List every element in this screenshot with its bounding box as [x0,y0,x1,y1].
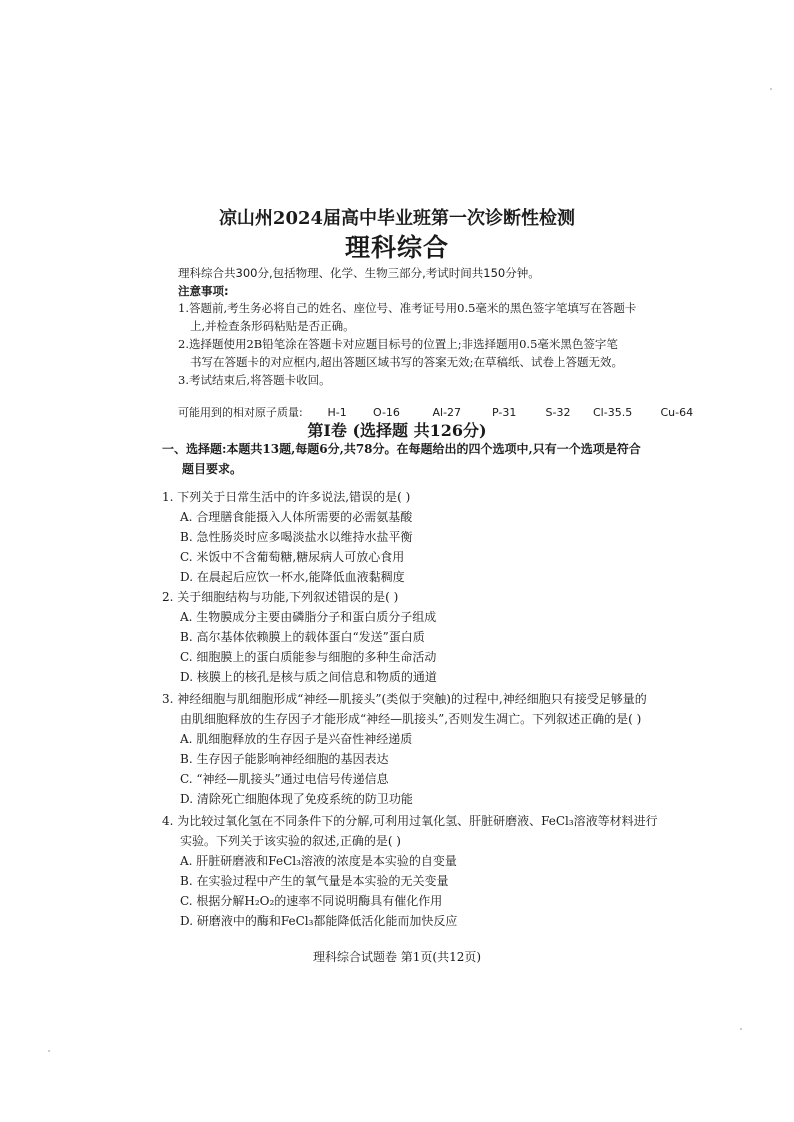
question-stem: 实验。下列关于该实验的叙述,正确的是( ) [180,834,401,848]
question-option: D. 研磨液中的酶和FeCl₃都能降低活化能而加快反应 [180,914,458,928]
note-line: 1.答题前,考生务必将自己的姓名、座位号、准考证号用0.5毫米的黑色签字笔填写在答题卡 [178,301,637,315]
scan-speck [48,1050,50,1052]
atomic-mass-value: Cl-35.5 [593,406,633,419]
question-option: C. 米饭中不含葡萄糖,糖尿病人可放心食用 [180,550,405,564]
note-line: 书写在答题卡的对应框内,超出答题区域书写的答案无效;在草稿纸、试卷上答题无效。 [190,355,624,369]
question-option: D. 核膜上的核孔是核与质之间信息和物质的通道 [180,670,437,684]
note-line: 上,并检查条形码粘贴是否正确。 [190,319,355,333]
question-option: B. 在实验过程中产生的氧气量是本实验的无关变量 [180,874,449,888]
note-line: 2.选择题使用2B铅笔涂在答题卡对应题目标号的位置上;非选择题用0.5毫米黑色签字笔 [178,337,618,351]
page-footer: 理科综合试题卷 第1页(共12页) [312,950,482,964]
question-option: A. 肌细胞释放的生存因子是兴奋性神经递质 [180,732,413,746]
question-option: D. 在晨起后应饮一杯水,能降低血液黏稠度 [180,570,405,584]
atomic-mass-label: 可能用到的相对原子质量: [178,406,303,419]
atomic-mass-value: Al-27 [432,406,462,419]
question-stem: 2. 关于细胞结构与功能,下列叙述错误的是( ) [162,590,399,604]
question-option: B. 急性肠炎时应多喝淡盐水以维持水盐平衡 [180,530,413,544]
question-option: B. 高尔基体依赖膜上的载体蛋白“发送”蛋白质 [180,630,425,644]
exam-subject: 理科综合 [344,233,449,262]
question-option: C. “神经—肌接头”通过电信号传递信息 [180,772,389,786]
question-option: A. 肝脏研磨液和FeCl₃溶液的浓度是本实验的自变量 [180,854,457,868]
question-stem: 3. 神经细胞与肌细胞形成“神经—肌接头”(类似于突触)的过程中,神经细胞只有接受足够量的 [162,692,647,706]
section-instruction: 题目要求。 [182,462,243,476]
question-option: D. 清除死亡细胞体现了免疫系统的防卫功能 [180,792,413,806]
question-option: B. 生存因子能影响神经细胞的基因表达 [180,752,389,766]
question-stem: 4. 为比较过氧化氢在不同条件下的分解,可利用过氧化氢、肝脏研磨液、FeCl₃溶液等材料进行 [162,814,658,828]
section-title: 第Ⅰ卷 (选择题 共126分) [307,421,487,440]
note-line: 3.考试结束后,将答题卡收回。 [178,373,331,387]
scan-speck [740,1028,742,1030]
atomic-mass-value: Cu-64 [660,406,694,419]
exam-summary: 理科综合共300分,包括物理、化学、生物三部分,考试时间共150分钟。 [178,266,540,280]
question-stem: 由肌细胞释放的生存因子才能形成“神经—肌接头”,否则发生凋亡。下列叙述正确的是( ) [180,712,642,726]
scan-speck [770,88,772,90]
atomic-mass-value: S-32 [545,406,571,419]
atomic-mass-value: O-16 [373,406,400,419]
question-option: A. 合理膳食能摄入人体所需要的必需氨基酸 [180,510,413,524]
section-instruction: 一、选择题:本题共13题,每题6分,共78分。在每题给出的四个选项中,只有一个选项是符合 [162,442,641,456]
question-option: C. 根据分解H₂O₂的速率不同说明酶具有催化作用 [180,894,443,908]
atomic-mass-value: P-31 [492,406,517,419]
exam-title: 凉山州2024届高中毕业班第一次诊断性检测 [218,208,576,229]
question-option: C. 细胞膜上的蛋白质能参与细胞的多种生命活动 [180,650,437,664]
atomic-mass-value: H-1 [327,406,347,419]
question-option: A. 生物膜成分主要由磷脂分子和蛋白质分子组成 [180,610,437,624]
question-stem: 1. 下列关于日常生活中的许多说法,错误的是( ) [162,490,411,504]
notes-title: 注意事项: [178,284,229,298]
